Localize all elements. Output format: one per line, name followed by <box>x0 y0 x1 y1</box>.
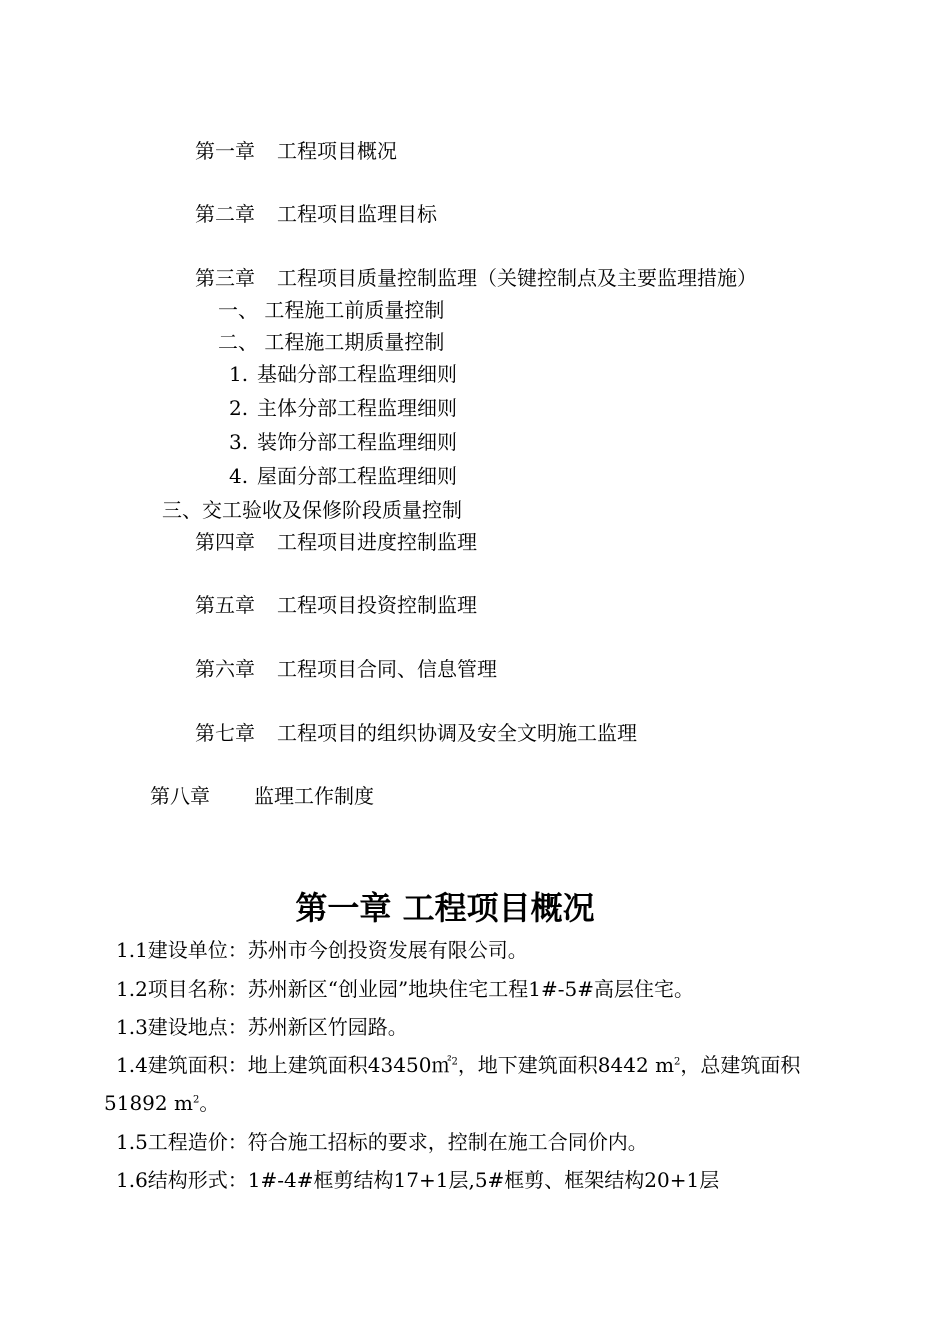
chapter-title: 监理工作制度 <box>254 784 374 808</box>
item-text: 基础分部工程监理细则 <box>257 362 457 386</box>
superscript: 2 <box>674 1056 681 1068</box>
toc-item <box>229 429 457 455</box>
toc-item <box>229 395 457 421</box>
toc-chapter-8 <box>150 783 374 809</box>
toc-chapter-7 <box>195 720 637 746</box>
item-text: 装饰分部工程监理细则 <box>257 430 457 454</box>
chapter-number: 第五章 <box>195 593 255 617</box>
chapter-number: 第三章 <box>195 266 255 290</box>
chapter-title: 工程项目合同、信息管理 <box>277 657 497 681</box>
item-text: 屋面分部工程监理细则 <box>257 464 457 488</box>
area-total-label: ，总建筑面积 <box>680 1053 801 1077</box>
superscript: 2 <box>192 1094 200 1106</box>
info-structure: 1.6结构形式：1#-4#框剪结构17+1层,5#框剪、框架结构20+1层 <box>116 1168 720 1192</box>
toc-section-1: 一、 工程施工前质量控制 <box>218 298 445 322</box>
item-number: 2. <box>229 396 249 420</box>
period: 。 <box>199 1091 220 1115</box>
toc-item <box>229 361 457 387</box>
area-above-ground: 1.4建筑面积：地上建筑面积43450㎡ <box>116 1053 452 1077</box>
toc-chapter-2 <box>195 201 437 227</box>
item-number: 3. <box>229 430 249 454</box>
toc-chapter-1 <box>195 138 397 164</box>
chapter-number: 第二章 <box>195 202 255 226</box>
info-location: 1.3建设地点：苏州新区竹园路。 <box>116 1015 408 1039</box>
chapter-title: 工程项目概况 <box>277 139 397 163</box>
info-floor-area <box>116 1052 800 1078</box>
item-number: 4. <box>229 464 249 488</box>
chapter-number: 第六章 <box>195 657 255 681</box>
chapter-number: 第七章 <box>195 721 255 745</box>
chapter-title: 工程项目监理目标 <box>277 202 437 226</box>
info-cost: 1.5工程造价：符合施工招标的要求，控制在施工合同价内。 <box>116 1130 648 1154</box>
toc-section-2: 二、 工程施工期质量控制 <box>218 330 445 354</box>
chapter-title: 工程项目质量控制监理（关键控制点及主要监理措施） <box>277 266 757 290</box>
item-text: 主体分部工程监理细则 <box>257 396 457 420</box>
toc-chapter-5 <box>195 592 477 618</box>
area-underground: ，地下建筑面积8442 m <box>457 1053 675 1077</box>
info-floor-area-cont <box>104 1090 219 1116</box>
superscript: 2 <box>451 1056 458 1068</box>
chapter-title: 工程项目进度控制监理 <box>277 530 477 554</box>
chapter-title: 工程项目投资控制监理 <box>277 593 477 617</box>
toc-chapter-6 <box>195 656 497 682</box>
chapter-title: 工程项目的组织协调及安全文明施工监理 <box>277 721 637 745</box>
info-construction-unit: 1.1建设单位：苏州市今创投资发展有限公司。 <box>116 938 528 962</box>
chapter-heading: 第一章 工程项目概况 <box>295 889 595 927</box>
chapter-number: 第八章 <box>150 784 210 808</box>
info-project-name: 1.2项目名称：苏州新区“创业园”地块住宅工程1#-5#高层住宅。 <box>116 977 694 1001</box>
chapter-number: 第四章 <box>195 530 255 554</box>
chapter-number: 第一章 <box>195 139 255 163</box>
area-total: 51892 m <box>104 1091 193 1115</box>
item-number: 1. <box>229 362 249 386</box>
toc-section-3: 三、交工验收及保修阶段质量控制 <box>162 498 462 522</box>
toc-item <box>229 463 457 489</box>
toc-chapter-3 <box>195 265 757 291</box>
toc-chapter-4 <box>195 529 477 555</box>
